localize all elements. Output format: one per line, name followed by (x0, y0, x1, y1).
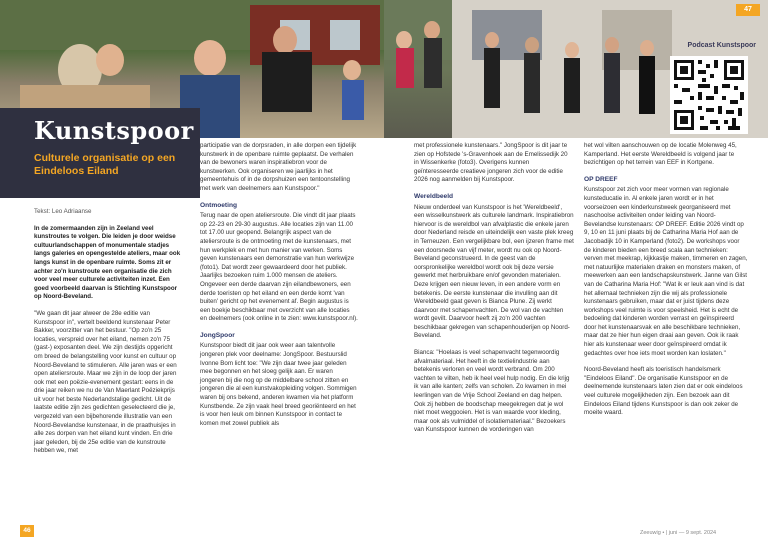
section-heading-wereldbeeld: Wereldbeeld (414, 192, 454, 200)
column-4 (584, 142, 748, 426)
paragraph: Terug naar de open ateliersroute. Die vindt dit jaar plaats op 22-23 en 29-30 augustus. Alle locaties zijn van 11.00 tot 17.00 uur geopend. Belangrijk aspect van de ateliersroute is de ontmoeting met de kunstenaars, met hun werkplek en met hun manier van werken. Soms geven kunstenaars een demonstratie van hun werkwijze (foto1). Dat wordt zeer gewaardeerd door het publiek. Jaarlijks bezoeken ruim 1.000 mensen de ateliers. Ongeveer een derde daarvan zijn eilandbewoners, een derde toeristen op het eiland en een derde komt 'van buiten' gericht op het evenement af. Begin augustus is een boekje beschikbaar met overzicht van alle locaties en deelnemers (ook online in te zien: www.kunstspoor.nl). (200, 212, 358, 323)
paragraph: participatie van de dorpsraden, in alle dorpen een tijdelijk kunstwerk in de openbare ruimte geplaatst. De verhalen van de bewoners waren inspiratiebron voor de kunstwerken. Ook organiseren we jaarlijks in het gemeentehuis of in de dorpshuizen een tentoonstelling met werk van deelnemers aan Kunstspoor." (200, 142, 357, 192)
column-1 (34, 208, 182, 464)
paragraph: "We gaan dit jaar alweer de 28e editie van Kunstspoor in", vertelt beeldend kunstenaar Peter Bakker, voorzitter van het bestuur. "Op zo'n 25 locaties, verspreid over het eiland, nemen zo'n 75 (gast-) exposanten deel. We zijn destijds opgericht om breed de belangstelling voor kunst en cultuur op Noord-Beveland te stimuleren. Alle jaren was er een open ateliersroute. Maar we zijn in de loop der jaren ook met een poëzie-evenement gestart: eens in de drie jaar reiken we nu de Van Maerlant Poëziekprijs uit voor het beste Nederlandstalige gedicht. Uit de laatste editie zijn zes gedichten geselecteerd die je, vergezeld van een bijbehorende illustratie van een Noord-Bevelandse kunstenaar, in de praathuisjes in alle zes dorpen van het eiland kunt vinden. En drie jaar geleden, bij de 25e editie van de kunstroute hebben we, met (34, 309, 177, 455)
article-title: Kunstspoor (34, 116, 194, 145)
column-3 (414, 142, 574, 443)
paragraph: het wol vilten aanschouwen op de locatie Molenweg 45, Kamperland. Het eerste Wereldbeeld is volgend jaar te bezichtigen op het terrein van EEF in Kortgene. (584, 142, 737, 167)
paragraph: Kunstspoor biedt dit jaar ook weer aan talentvolle jongeren plek voor deelname: JongSpoor. Bestuurslid Ivonne Bom licht toe: "We zijn daar twee jaar geleden mee begonnen en het sloeg gelijk aan. Er waren jongeren bij die nog op de middelbare school zitten en jongeren die al een kunstvakopleiding volgen. Sommigen waren bij ons bekend, anderen kwamen via het platform Kunstbende. Ze zijn vaak heel breed georiënteerd en het is voor hen leuk om binnen Kunstspoor in contact te komen met zowel publiek als (200, 342, 357, 427)
photo-children-illustration (384, 0, 452, 138)
podcast-label: Podcast Kunstspoor (687, 42, 756, 49)
photo-children (384, 0, 452, 138)
section-heading-ontmoeting: Ontmoeting (200, 201, 237, 209)
section-heading-jongspoor: JongSpoor (200, 331, 235, 339)
intro-paragraph: In de zomermaanden zijn in Zeeland veel kunstroutes te volgen. Die leiden je door weidse cultuurlandschappen of monumentale stadjes langs galeries en opengestelde ateliers, maar ook langs kunst in de openbare ruimte. Soms zit er achter zo'n kunstroute een organisatie die zich voor veel meer culturele activiteiten inzet. Een goed voorbeeld daarvan is Stichting Kunstspoor op Noord-Beveland. (34, 224, 181, 301)
page-number-left: 46 (20, 525, 34, 537)
podcast-qr-code[interactable] (670, 56, 748, 134)
page-number-right: 47 (736, 4, 760, 16)
paragraph: Noord-Beveland heeft als toeristisch handelsmerk "Eindeloos Eiland". De organisatie Kunstspoor en de deelnemende kunstenaars laten zien dat er ook eindeloos veel culturele mogelijkheden zijn. Een bezoek aan dit Eindeloos Eiland tijdens Kunstspoor is dan ook zeker de moeite waard. (584, 366, 743, 417)
section-heading-op-dreef: OP DREEF (584, 175, 618, 183)
column-2 (200, 142, 358, 436)
qr-code-icon (670, 56, 748, 134)
paragraph: Bianca: "Hoelaas is veel schapenvacht tegenwoordig afvalmateriaal. Het heeft in de textielindustrie aan betekenis verloren en veel wordt verbrand. Om 200 vachten te vilten, heb ik heel veel hulp nodig. En die krijg ik van alle kanten; zelfs van scholen. Zo kwamen in mei leerlingen van de Vrije School Zeeland en dag helpen. Ook zij hebben de boodschap meegekregen dat je wol niet moet weggooien. Het is van waarde voor kleding, maar ook als vulmiddel of isolatiemateriaal." Bezoekers van Kunstspoor kunnen de vorderingen van (414, 349, 570, 434)
page-footer: Zeeuwig • | juni — 9 sept. 2024 (640, 530, 717, 536)
paragraph: met professionele kunstenaars." JongSpoor is dit jaar te zien op Hofstede 's-Gravenhoek aan de Emelissedijk 20 in Wissenkerke (foto3). Overigens kunnen geïnteresseerde creatieve jongeren zich voor de editie 2026 nog aanmelden bij Kunstspoor. (414, 142, 568, 184)
byline: Tekst: Leo Adriaanse (34, 208, 92, 215)
article-subtitle: Culturele organisatie op een Eindeloos Eiland (34, 152, 176, 177)
paragraph: Kunstspoor zet zich voor meer vormen van regionale kunsteducatie in. Al enkele jaren wordt er in het voorseizoen een kinderkunstweek georganiseerd met naschoolse activiteiten onder leiding van Noord-Bevelandse kunstenaars: OP DREEF. Editie 2026 vindt op 9, 10 en 11 juni plaats bij de Catharina Maria Hof aan de Jacobadijk 10 in Kamperland (foto2). De workshops voor de kinderen bieden een breed scala aan technieken: verven met meekrap, kijkkastje maken, timmeren en zagen, met natuurlijke materialen draken en monsters maken, of meewerken aan een landschapskunstwerk. Janne van Gilst van de Catharina Maria Hof: "Wat ik er leuk aan vind is dat het allemaal technieken zijn die wij als professionele kunstenaars gebruiken, maar dat er juist tijdens deze workshops veel ruimte is voor speelsheid. Het is echt de bedoeling dat kinderen worden verrast en geïnspireerd door het kunstenaarsvak en alle beschikbare technieken, maar dat ze hier hun eigen draai aan geven. Ook ik raak hier als kunstenaar weer door geïnspireerd omdat ik gedachtes over hoe iets moet worden kan loslaten." (584, 186, 748, 357)
paragraph: Nieuw onderdeel van Kunstspoor is het 'Wereldbeeld', een wisselkunstwerk als culturele landmark. Inspiratiebron hiervoor is de wereldbol van afvalplastic die enkele jaren door Nederland reisde en uiteindelijk een vaste plek kreeg in Terneuzen. Een vergelijkbare bol, een ijzeren frame met een doorsnede van vijf meter, wordt nu ook op Noord-Beveland geconstrueerd. In de geest van de oorspronkelijke wereldbol wordt ook bij deze versie gewerkt met herbruikbare en/of gevonden materialen. Deze krijgen een nieuw leven, in een andere vorm en betekenis. De eerste kunstenaar die invulling aan dit Wereldbeeld gaat geven is Bianca Plune. Zij werkt daarvoor met schapenvachten. De wol van de vachten wordt gevilt. Daarvoor heeft zij zo'n 200 vachten beschikbaar gekregen van schapenhouderijen op Noord-Beveland. (414, 203, 574, 340)
